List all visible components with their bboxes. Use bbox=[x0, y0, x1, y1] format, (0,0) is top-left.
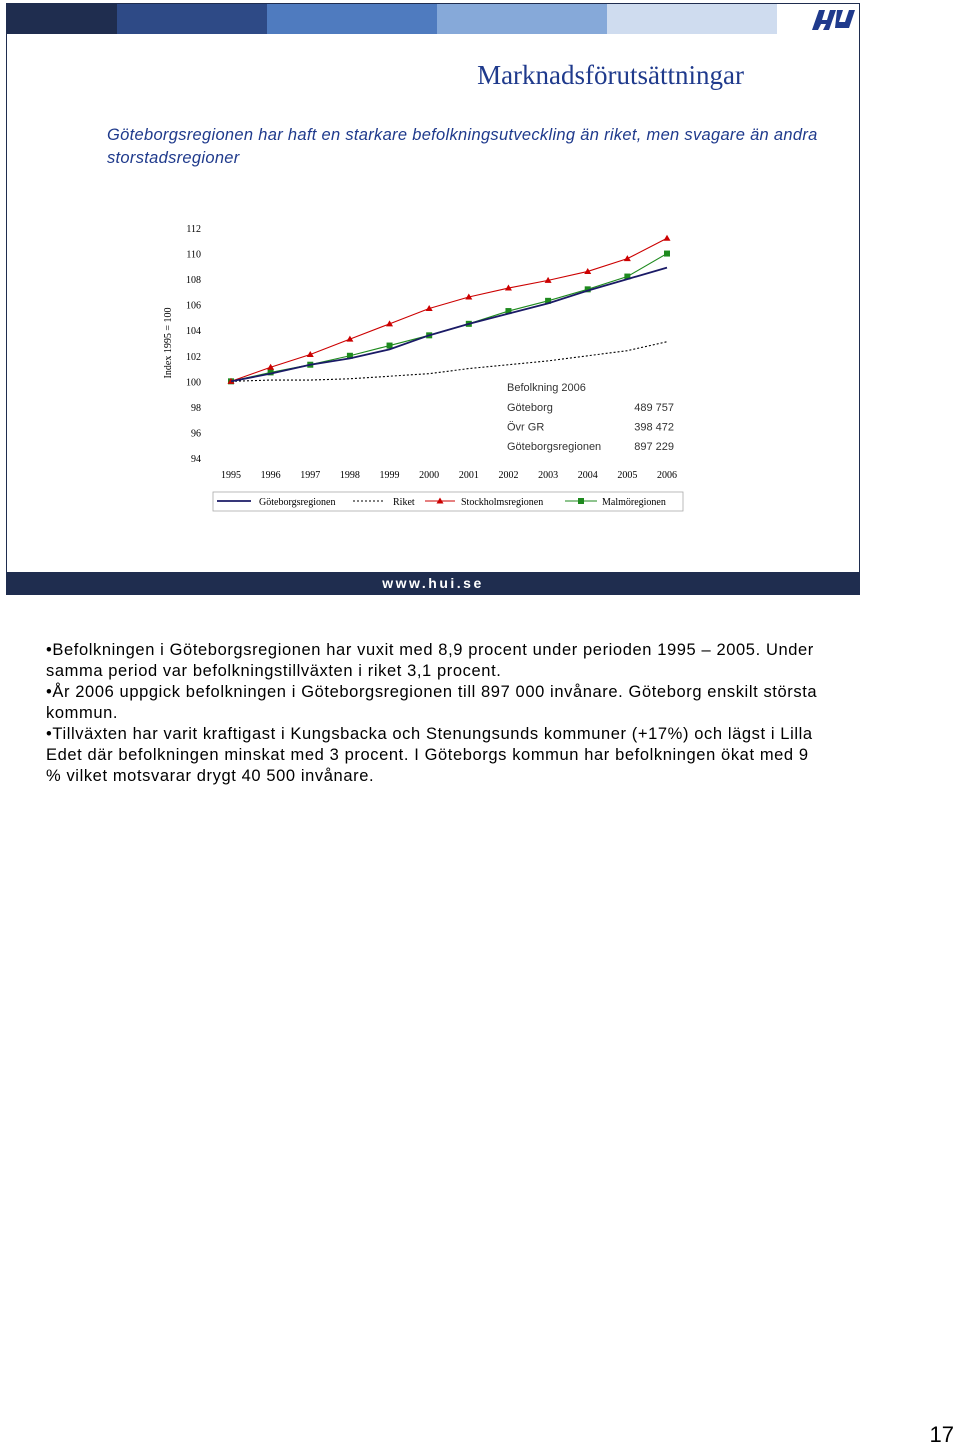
annotation-value: 489 757 bbox=[634, 402, 674, 414]
slide-top-bar bbox=[7, 4, 859, 34]
top-bar-segment bbox=[607, 4, 777, 34]
y-tick-label: 94 bbox=[191, 454, 201, 465]
annotation-label: Göteborgsregionen bbox=[507, 441, 602, 453]
x-tick-label: 2003 bbox=[538, 470, 559, 481]
presentation-slide bbox=[6, 3, 860, 595]
annotation-heading: Befolkning 2006 bbox=[507, 382, 586, 394]
data-point-malmregionen bbox=[387, 343, 393, 349]
slide-title: Marknadsförutsättningar bbox=[477, 60, 744, 90]
top-bar-segment bbox=[267, 4, 437, 34]
x-tick-label: 1998 bbox=[339, 470, 360, 481]
x-tick-label: 2001 bbox=[458, 470, 479, 481]
data-point-stockholmsregionen bbox=[624, 255, 631, 261]
y-tick-label: 98 bbox=[191, 402, 201, 414]
x-tick-label: 2005 bbox=[617, 470, 638, 481]
y-tick-label: 110 bbox=[186, 249, 201, 261]
y-tick-label: 108 bbox=[186, 275, 201, 287]
top-bar-segment bbox=[117, 4, 267, 34]
legend-label: Göteborgsregionen bbox=[259, 497, 336, 508]
page-number: 17 bbox=[929, 1422, 954, 1447]
legend-marker bbox=[578, 498, 584, 504]
y-tick-label: 96 bbox=[191, 428, 201, 440]
legend-label: Stockholmsregionen bbox=[461, 497, 544, 508]
series-line-malmregionen bbox=[231, 254, 667, 382]
top-bar-segment bbox=[7, 4, 117, 34]
y-tick-label: 104 bbox=[186, 326, 201, 338]
x-tick-label: 2006 bbox=[657, 470, 677, 481]
top-bar-segment bbox=[437, 4, 607, 34]
y-tick-label: 106 bbox=[186, 300, 201, 312]
y-tick-label: 100 bbox=[186, 377, 201, 389]
data-point-stockholmsregionen bbox=[664, 235, 671, 241]
annotation-label: Göteborg bbox=[507, 402, 553, 414]
x-tick-label: 2004 bbox=[577, 470, 598, 481]
x-tick-label: 2000 bbox=[419, 470, 440, 481]
x-tick-label: 1995 bbox=[221, 470, 241, 481]
hui-logo-icon bbox=[809, 4, 859, 34]
footer-url[interactable]: www.hui.se bbox=[382, 575, 484, 591]
series-line-riket bbox=[231, 342, 667, 382]
slide-subtitle: Göteborgsregionen har haft en starkare befolkningsutveckling än riket, men svagare än andra storstadsregioner bbox=[107, 126, 818, 167]
x-tick-label: 2002 bbox=[498, 470, 519, 481]
legend-label: Malmöregionen bbox=[602, 497, 666, 508]
y-tick-label: 102 bbox=[186, 351, 201, 363]
annotation-value: 398 472 bbox=[634, 421, 674, 434]
population-index-chart bbox=[157, 212, 717, 522]
slide-footer-bar bbox=[7, 572, 859, 594]
note-paragraph: •Befolkningen i Göteborgsregionen har vuxit med 8,9 procent under perioden 1995 – 2005. Under samma period var befolkningstillväxten i riket 3,1 procent. bbox=[46, 641, 814, 680]
series-line-stockholmsregionen bbox=[231, 238, 667, 381]
y-axis-label: Index 1995 = 100 bbox=[163, 307, 174, 379]
note-paragraph: •Tillväxten har varit kraftigast i Kungsbacka och Stenungsunds kommuner (+17%) och lägst i Lilla Edet där befolkningen minskat med 3 procent. I Göteborgs kommun har befolkningen ökat med 9 % vilket motsvarar drygt 40 500 invånare. bbox=[46, 725, 813, 785]
x-tick-label: 1996 bbox=[260, 470, 281, 481]
notes-section bbox=[46, 640, 826, 787]
legend-label: Riket bbox=[393, 497, 415, 508]
x-tick-label: 1997 bbox=[300, 470, 321, 481]
note-paragraph: •År 2006 uppgick befolkningen i Göteborgsregionen till 897 000 invånare. Göteborg enskilt största kommun. bbox=[46, 683, 818, 722]
y-tick-label: 112 bbox=[186, 224, 201, 235]
annotation-label: Övr GR bbox=[507, 421, 545, 434]
x-tick-label: 1999 bbox=[379, 470, 400, 481]
annotation-value: 897 229 bbox=[634, 441, 674, 453]
data-point-malmregionen bbox=[664, 251, 670, 257]
